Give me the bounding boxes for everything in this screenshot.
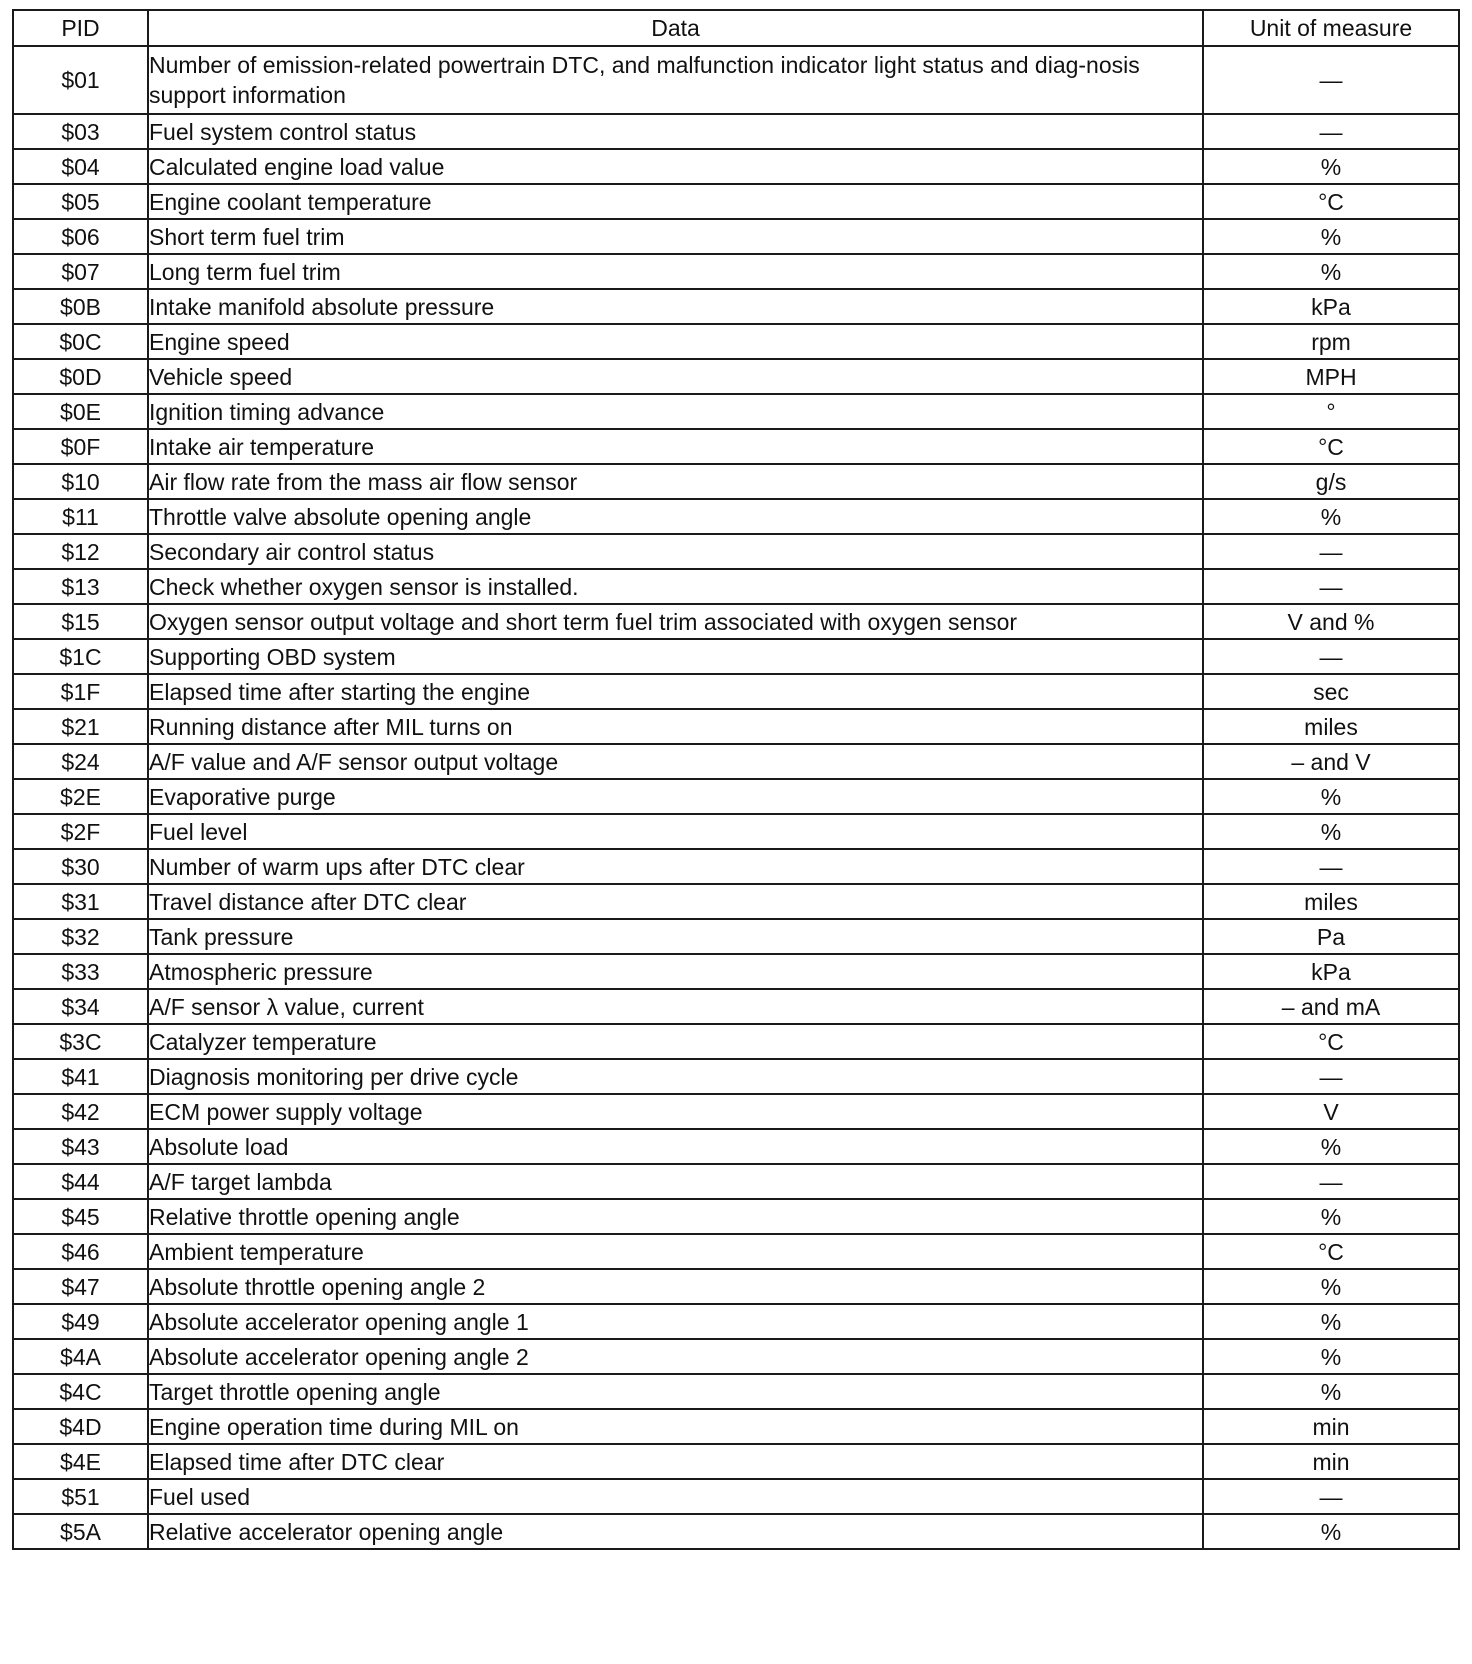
cell-data: Ignition timing advance <box>148 394 1203 429</box>
cell-pid: $11 <box>13 499 148 534</box>
cell-unit: — <box>1203 569 1459 604</box>
cell-data: Tank pressure <box>148 919 1203 954</box>
cell-pid: $10 <box>13 464 148 499</box>
cell-pid: $01 <box>13 46 148 114</box>
table-row <box>13 814 1459 849</box>
cell-unit: — <box>1203 639 1459 674</box>
table-row <box>13 989 1459 1024</box>
cell-data: Engine speed <box>148 324 1203 359</box>
cell-unit: °C <box>1203 184 1459 219</box>
table-row <box>13 1374 1459 1409</box>
cell-unit: — <box>1203 849 1459 884</box>
cell-pid: $3C <box>13 1024 148 1059</box>
table-row <box>13 604 1459 639</box>
header-pid: PID <box>13 10 148 46</box>
cell-unit: °C <box>1203 1234 1459 1269</box>
cell-data: Fuel used <box>148 1479 1203 1514</box>
cell-unit: miles <box>1203 709 1459 744</box>
cell-pid: $46 <box>13 1234 148 1269</box>
cell-pid: $43 <box>13 1129 148 1164</box>
cell-unit: min <box>1203 1409 1459 1444</box>
table-row <box>13 46 1459 114</box>
table-body <box>13 46 1459 1549</box>
table-row <box>13 254 1459 289</box>
table-row <box>13 1339 1459 1374</box>
cell-data: Travel distance after DTC clear <box>148 884 1203 919</box>
cell-data: Check whether oxygen sensor is installed. <box>148 569 1203 604</box>
cell-pid: $34 <box>13 989 148 1024</box>
cell-unit: % <box>1203 149 1459 184</box>
pid-table <box>12 9 1460 1550</box>
table-row <box>13 429 1459 464</box>
cell-data: Supporting OBD system <box>148 639 1203 674</box>
cell-pid: $4E <box>13 1444 148 1479</box>
cell-unit: – and mA <box>1203 989 1459 1024</box>
table-row <box>13 499 1459 534</box>
cell-pid: $0F <box>13 429 148 464</box>
cell-pid: $4A <box>13 1339 148 1374</box>
cell-unit: — <box>1203 534 1459 569</box>
cell-unit: % <box>1203 1374 1459 1409</box>
cell-data: Relative throttle opening angle <box>148 1199 1203 1234</box>
table-row <box>13 1234 1459 1269</box>
cell-unit: ° <box>1203 394 1459 429</box>
cell-data: Short term fuel trim <box>148 219 1203 254</box>
table-row <box>13 1164 1459 1199</box>
cell-pid: $33 <box>13 954 148 989</box>
cell-data: Atmospheric pressure <box>148 954 1203 989</box>
cell-data: Intake air temperature <box>148 429 1203 464</box>
cell-unit: % <box>1203 1269 1459 1304</box>
cell-unit: V and % <box>1203 604 1459 639</box>
cell-unit: % <box>1203 219 1459 254</box>
cell-pid: $42 <box>13 1094 148 1129</box>
table-row <box>13 639 1459 674</box>
table-row <box>13 149 1459 184</box>
cell-pid: $41 <box>13 1059 148 1094</box>
cell-data: Number of warm ups after DTC clear <box>148 849 1203 884</box>
cell-pid: $31 <box>13 884 148 919</box>
cell-data: Evaporative purge <box>148 779 1203 814</box>
cell-unit: MPH <box>1203 359 1459 394</box>
cell-unit: miles <box>1203 884 1459 919</box>
cell-pid: $4D <box>13 1409 148 1444</box>
table-row <box>13 674 1459 709</box>
cell-data: Target throttle opening angle <box>148 1374 1203 1409</box>
cell-pid: $04 <box>13 149 148 184</box>
cell-pid: $12 <box>13 534 148 569</box>
cell-unit: — <box>1203 1479 1459 1514</box>
cell-pid: $2E <box>13 779 148 814</box>
table-row <box>13 1094 1459 1129</box>
cell-unit: kPa <box>1203 289 1459 324</box>
table-row <box>13 534 1459 569</box>
cell-data: Absolute throttle opening angle 2 <box>148 1269 1203 1304</box>
table-row <box>13 359 1459 394</box>
cell-pid: $0B <box>13 289 148 324</box>
cell-pid: $0D <box>13 359 148 394</box>
cell-pid: $15 <box>13 604 148 639</box>
table-header-row <box>13 10 1459 46</box>
cell-data: Fuel level <box>148 814 1203 849</box>
cell-unit: % <box>1203 1129 1459 1164</box>
cell-unit: sec <box>1203 674 1459 709</box>
pid-table-container <box>12 9 1458 1550</box>
cell-data: Vehicle speed <box>148 359 1203 394</box>
table-row <box>13 884 1459 919</box>
cell-unit: % <box>1203 254 1459 289</box>
table-row <box>13 324 1459 359</box>
cell-pid: $5A <box>13 1514 148 1549</box>
cell-unit: rpm <box>1203 324 1459 359</box>
cell-unit: g/s <box>1203 464 1459 499</box>
cell-data: Secondary air control status <box>148 534 1203 569</box>
cell-unit: % <box>1203 1304 1459 1339</box>
header-unit: Unit of measure <box>1203 10 1459 46</box>
table-row <box>13 1129 1459 1164</box>
cell-pid: $44 <box>13 1164 148 1199</box>
cell-unit: % <box>1203 499 1459 534</box>
cell-pid: $1C <box>13 639 148 674</box>
cell-pid: $47 <box>13 1269 148 1304</box>
cell-data: Catalyzer temperature <box>148 1024 1203 1059</box>
cell-unit: kPa <box>1203 954 1459 989</box>
cell-data: Diagnosis monitoring per drive cycle <box>148 1059 1203 1094</box>
table-row <box>13 114 1459 149</box>
cell-data: Relative accelerator opening angle <box>148 1514 1203 1549</box>
table-row <box>13 289 1459 324</box>
cell-data: Absolute accelerator opening angle 1 <box>148 1304 1203 1339</box>
cell-pid: $30 <box>13 849 148 884</box>
cell-data: Number of emission-related powertrain DTC, and malfunction indicator light status and diag-nosis support information <box>148 46 1203 114</box>
table-row <box>13 709 1459 744</box>
cell-data: Calculated engine load value <box>148 149 1203 184</box>
cell-pid: $07 <box>13 254 148 289</box>
cell-data: Engine coolant temperature <box>148 184 1203 219</box>
table-row <box>13 744 1459 779</box>
cell-unit: — <box>1203 1059 1459 1094</box>
cell-unit: — <box>1203 114 1459 149</box>
table-row <box>13 1059 1459 1094</box>
cell-pid: $0C <box>13 324 148 359</box>
table-row <box>13 394 1459 429</box>
cell-unit: – and V <box>1203 744 1459 779</box>
table-row <box>13 1024 1459 1059</box>
cell-data: Long term fuel trim <box>148 254 1203 289</box>
cell-unit: °C <box>1203 429 1459 464</box>
cell-data: A/F value and A/F sensor output voltage <box>148 744 1203 779</box>
cell-unit: % <box>1203 1199 1459 1234</box>
cell-data: Ambient temperature <box>148 1234 1203 1269</box>
cell-data: Throttle valve absolute opening angle <box>148 499 1203 534</box>
cell-pid: $24 <box>13 744 148 779</box>
cell-pid: $03 <box>13 114 148 149</box>
cell-data: Oxygen sensor output voltage and short term fuel trim associated with oxygen sensor <box>148 604 1203 639</box>
cell-unit: % <box>1203 814 1459 849</box>
cell-data: ECM power supply voltage <box>148 1094 1203 1129</box>
cell-data: Engine operation time during MIL on <box>148 1409 1203 1444</box>
cell-unit: % <box>1203 779 1459 814</box>
table-row <box>13 1269 1459 1304</box>
cell-data: Intake manifold absolute pressure <box>148 289 1203 324</box>
cell-pid: $45 <box>13 1199 148 1234</box>
table-row <box>13 1444 1459 1479</box>
table-row <box>13 184 1459 219</box>
cell-pid: $51 <box>13 1479 148 1514</box>
cell-data: Fuel system control status <box>148 114 1203 149</box>
cell-pid: $21 <box>13 709 148 744</box>
cell-unit: % <box>1203 1339 1459 1374</box>
cell-pid: $1F <box>13 674 148 709</box>
cell-pid: $2F <box>13 814 148 849</box>
cell-unit: — <box>1203 46 1459 114</box>
cell-data: Absolute accelerator opening angle 2 <box>148 1339 1203 1374</box>
cell-pid: $06 <box>13 219 148 254</box>
table-row <box>13 1514 1459 1549</box>
cell-data: A/F sensor λ value, current <box>148 989 1203 1024</box>
table-row <box>13 1304 1459 1339</box>
cell-unit: V <box>1203 1094 1459 1129</box>
cell-unit: — <box>1203 1164 1459 1199</box>
cell-data: Running distance after MIL turns on <box>148 709 1203 744</box>
cell-pid: $0E <box>13 394 148 429</box>
cell-unit: Pa <box>1203 919 1459 954</box>
cell-data: Air flow rate from the mass air flow sensor <box>148 464 1203 499</box>
cell-unit: % <box>1203 1514 1459 1549</box>
table-row <box>13 464 1459 499</box>
cell-pid: $05 <box>13 184 148 219</box>
table-row <box>13 779 1459 814</box>
table-row <box>13 849 1459 884</box>
table-row <box>13 1199 1459 1234</box>
cell-unit: min <box>1203 1444 1459 1479</box>
table-row <box>13 1409 1459 1444</box>
cell-pid: $32 <box>13 919 148 954</box>
header-data: Data <box>148 10 1203 46</box>
cell-data: Elapsed time after DTC clear <box>148 1444 1203 1479</box>
table-row <box>13 954 1459 989</box>
cell-pid: $13 <box>13 569 148 604</box>
table-row <box>13 1479 1459 1514</box>
table-row <box>13 569 1459 604</box>
table-row <box>13 919 1459 954</box>
cell-data: Absolute load <box>148 1129 1203 1164</box>
cell-pid: $49 <box>13 1304 148 1339</box>
cell-data: A/F target lambda <box>148 1164 1203 1199</box>
cell-unit: °C <box>1203 1024 1459 1059</box>
cell-pid: $4C <box>13 1374 148 1409</box>
cell-data: Elapsed time after starting the engine <box>148 674 1203 709</box>
table-row <box>13 219 1459 254</box>
